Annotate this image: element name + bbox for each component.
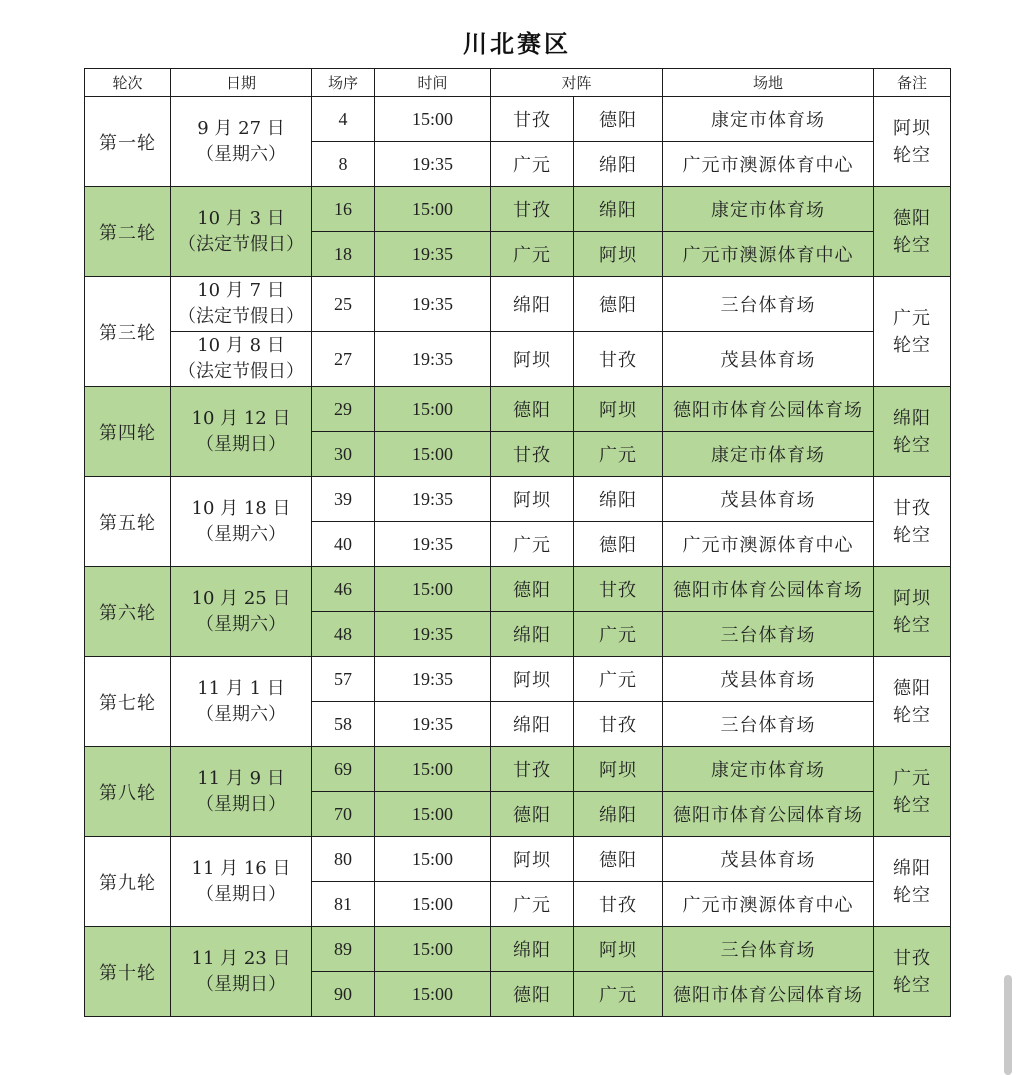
bye-note [874,477,951,567]
day-text: （星期六） [196,523,286,545]
table-row [85,657,951,702]
venue: 三台体育场 [663,612,874,657]
home-team: 德阳 [491,792,574,837]
venue: 康定市体育场 [663,187,874,232]
date-text: 11 月 1 日 [197,677,285,699]
away-team: 绵阳 [574,142,663,187]
match-number: 30 [312,432,375,477]
bye-label: 轮空 [893,884,932,906]
away-team: 广元 [574,432,663,477]
bye-note [874,567,951,657]
away-team: 德阳 [574,277,663,332]
home-team: 德阳 [491,972,574,1017]
home-team: 甘孜 [491,432,574,477]
home-team: 甘孜 [491,187,574,232]
away-team: 甘孜 [574,882,663,927]
date-text: 9 月 27 日 [197,117,285,139]
header-round: 轮次 [85,69,171,97]
kickoff-time: 15:00 [375,792,491,837]
home-team: 德阳 [491,387,574,432]
away-team: 德阳 [574,837,663,882]
venue: 三台体育场 [663,927,874,972]
match-date [171,332,312,387]
away-team: 甘孜 [574,702,663,747]
bye-note [874,387,951,477]
venue: 广元市澳源体育中心 [663,232,874,277]
bye-team: 阿坝 [893,117,932,139]
round-date [171,387,312,477]
table-row [85,332,951,387]
bye-team: 甘孜 [893,497,932,519]
round-date [171,187,312,277]
kickoff-time: 19:35 [375,522,491,567]
bye-label: 轮空 [893,524,932,546]
match-number: 70 [312,792,375,837]
date-text: 10 月 3 日 [197,207,285,229]
match-date [171,277,312,332]
day-text: （星期六） [196,143,286,165]
away-team: 阿坝 [574,232,663,277]
day-text: （法定节假日） [178,306,304,327]
home-team: 绵阳 [491,927,574,972]
match-number: 39 [312,477,375,522]
away-team: 阿坝 [574,927,663,972]
bye-team: 广元 [893,307,932,329]
table-row [85,837,951,882]
kickoff-time: 15:00 [375,927,491,972]
date-text: 11 月 9 日 [197,767,285,789]
date-text: 10 月 18 日 [191,497,291,519]
day-text: （星期日） [196,433,286,455]
home-team: 广元 [491,142,574,187]
away-team: 甘孜 [574,567,663,612]
bye-note [874,747,951,837]
table-row [85,477,951,522]
match-number: 27 [312,332,375,387]
match-number: 25 [312,277,375,332]
away-team: 绵阳 [574,477,663,522]
home-team: 广元 [491,522,574,567]
match-number: 90 [312,972,375,1017]
match-number: 4 [312,97,375,142]
away-team: 德阳 [574,522,663,567]
header-time: 时间 [375,69,491,97]
bye-team: 绵阳 [893,857,932,879]
kickoff-time: 19:35 [375,657,491,702]
date-text: 10 月 25 日 [191,587,291,609]
home-team: 绵阳 [491,612,574,657]
kickoff-time: 19:35 [375,612,491,657]
match-number: 58 [312,702,375,747]
bye-team: 广元 [893,767,932,789]
kickoff-time: 19:35 [375,702,491,747]
away-team: 德阳 [574,97,663,142]
bye-label: 轮空 [893,704,932,726]
day-text: （星期日） [196,883,286,905]
header-match-no: 场序 [312,69,375,97]
venue: 广元市澳源体育中心 [663,882,874,927]
match-number: 69 [312,747,375,792]
kickoff-time: 15:00 [375,972,491,1017]
match-number: 48 [312,612,375,657]
kickoff-time: 19:35 [375,142,491,187]
bye-team: 德阳 [893,677,932,699]
round-label: 第二轮 [85,187,171,277]
match-number: 18 [312,232,375,277]
round-label: 第三轮 [85,277,171,387]
venue: 三台体育场 [663,702,874,747]
bye-label: 轮空 [893,334,932,356]
header-matchup: 对阵 [491,69,663,97]
bye-note [874,187,951,277]
home-team: 绵阳 [491,702,574,747]
kickoff-time: 15:00 [375,387,491,432]
round-label: 第八轮 [85,747,171,837]
home-team: 广元 [491,882,574,927]
away-team: 甘孜 [574,332,663,387]
match-number: 46 [312,567,375,612]
match-number: 80 [312,837,375,882]
kickoff-time: 19:35 [375,232,491,277]
round-label: 第十轮 [85,927,171,1017]
venue: 茂县体育场 [663,657,874,702]
home-team: 甘孜 [491,747,574,792]
bye-team: 绵阳 [893,407,932,429]
home-team: 阿坝 [491,332,574,387]
kickoff-time: 15:00 [375,837,491,882]
date-text: 10 月 7 日 [197,280,285,301]
date-text: 10 月 8 日 [197,335,285,356]
header-note: 备注 [874,69,951,97]
table-row [85,97,951,142]
bye-note [874,97,951,187]
day-text: （星期日） [196,793,286,815]
match-number: 29 [312,387,375,432]
kickoff-time: 15:00 [375,567,491,612]
kickoff-time: 15:00 [375,432,491,477]
kickoff-time: 15:00 [375,747,491,792]
day-text: （星期日） [196,973,286,995]
match-number: 8 [312,142,375,187]
venue: 德阳市体育公园体育场 [663,792,874,837]
bye-label: 轮空 [893,144,932,166]
bye-note [874,927,951,1017]
venue: 茂县体育场 [663,837,874,882]
venue: 德阳市体育公园体育场 [663,387,874,432]
venue: 茂县体育场 [663,477,874,522]
bye-label: 轮空 [893,234,932,256]
away-team: 阿坝 [574,747,663,792]
scrollbar-thumb[interactable] [1004,975,1012,1075]
venue: 德阳市体育公园体育场 [663,567,874,612]
match-number: 16 [312,187,375,232]
match-number: 57 [312,657,375,702]
away-team: 广元 [574,657,663,702]
bye-note [874,837,951,927]
round-date [171,477,312,567]
round-label: 第九轮 [85,837,171,927]
home-team: 阿坝 [491,657,574,702]
day-text: （法定节假日） [178,233,304,255]
header-date: 日期 [171,69,312,97]
table-row [85,567,951,612]
away-team: 绵阳 [574,792,663,837]
venue: 康定市体育场 [663,432,874,477]
bye-label: 轮空 [893,614,932,636]
venue: 三台体育场 [663,277,874,332]
table-row [85,277,951,332]
kickoff-time: 15:00 [375,187,491,232]
round-date [171,567,312,657]
kickoff-time: 15:00 [375,97,491,142]
table-row [85,747,951,792]
round-date [171,657,312,747]
day-text: （法定节假日） [178,361,304,382]
bye-note [874,277,951,387]
round-label: 第五轮 [85,477,171,567]
bye-note [874,657,951,747]
venue: 康定市体育场 [663,97,874,142]
kickoff-time: 19:35 [375,477,491,522]
home-team: 阿坝 [491,477,574,522]
table-row [85,927,951,972]
kickoff-time: 15:00 [375,882,491,927]
venue: 广元市澳源体育中心 [663,142,874,187]
bye-team: 甘孜 [893,947,932,969]
home-team: 绵阳 [491,277,574,332]
home-team: 甘孜 [491,97,574,142]
venue: 康定市体育场 [663,747,874,792]
round-label: 第四轮 [85,387,171,477]
home-team: 德阳 [491,567,574,612]
round-label: 第六轮 [85,567,171,657]
away-team: 绵阳 [574,187,663,232]
match-number: 81 [312,882,375,927]
venue: 茂县体育场 [663,332,874,387]
away-team: 阿坝 [574,387,663,432]
match-number: 40 [312,522,375,567]
venue: 德阳市体育公园体育场 [663,972,874,1017]
home-team: 阿坝 [491,837,574,882]
bye-team: 阿坝 [893,587,932,609]
round-date [171,97,312,187]
table-row [85,187,951,232]
round-label: 第一轮 [85,97,171,187]
day-text: （星期六） [196,613,286,635]
home-team: 广元 [491,232,574,277]
away-team: 广元 [574,972,663,1017]
round-date [171,747,312,837]
away-team: 广元 [574,612,663,657]
schedule-table [84,68,951,1017]
page-title: 川北赛区 [463,30,571,58]
kickoff-time: 19:35 [375,332,491,387]
date-text: 10 月 12 日 [191,407,291,429]
header-row [85,69,951,97]
bye-label: 轮空 [893,794,932,816]
bye-team: 德阳 [893,207,932,229]
kickoff-time: 19:35 [375,277,491,332]
round-label: 第七轮 [85,657,171,747]
header-venue: 场地 [663,69,874,97]
venue: 广元市澳源体育中心 [663,522,874,567]
round-date [171,927,312,1017]
round-date [171,837,312,927]
bye-label: 轮空 [893,434,932,456]
date-text: 11 月 23 日 [191,947,291,969]
bye-label: 轮空 [893,974,932,996]
table-row [85,387,951,432]
date-text: 11 月 16 日 [191,857,291,879]
match-number: 89 [312,927,375,972]
day-text: （星期六） [196,703,286,725]
